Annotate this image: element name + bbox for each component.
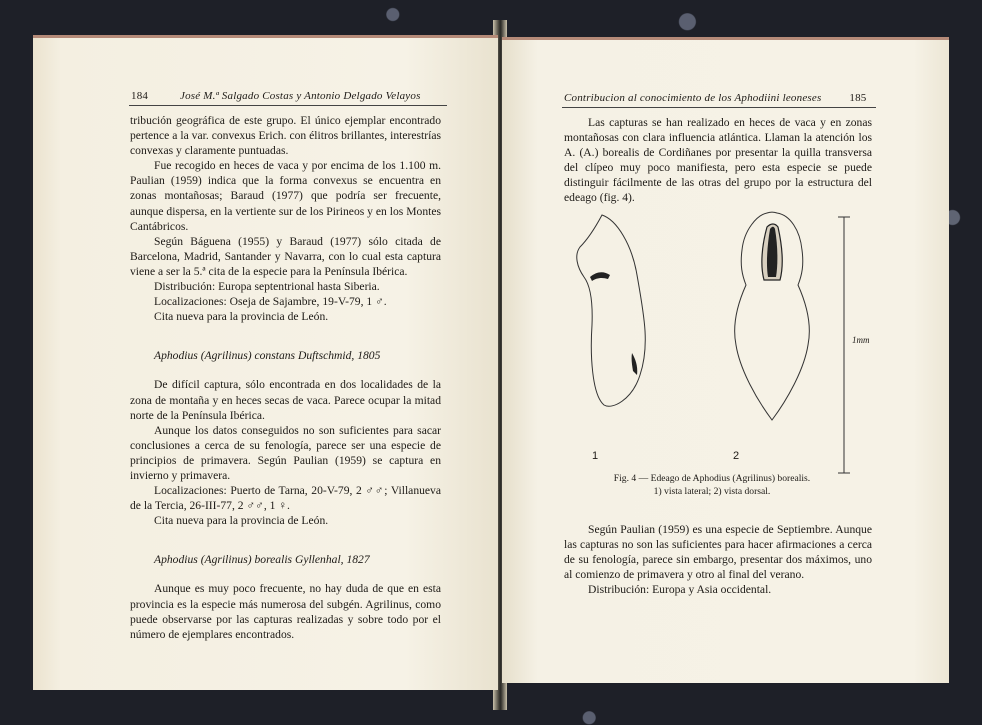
paragraph: Según Báguena (1955) y Baraud (1977) sólo citada de Barcelona, Madrid, Santander y Navarra, con lo cual esta captura viene a ser la 5.ª cita de la especie para la Península Ibérica. — [130, 234, 441, 278]
species-heading: Aphodius (Agrilinus) constans Duftschmid, 1805 — [154, 349, 381, 363]
figure-label-2: 2 — [733, 450, 740, 462]
paragraph: Fue recogido en heces de vaca y por encima de los 1.100 m. Paulian (1959) indica que la forma convexus se encuentra en zonas montañosas; Baraud (1977) que podría ser frecuente, aunque dispersa, en la vertiente sur de los Pirineos y en los Montes Cantábricos. — [130, 159, 441, 233]
paragraph: De difícil captura, sólo encontrada en dos localidades de la zona de montaña y en heces secas de vaca. Parece ocupar la mitad norte de la Península Ibérica. — [130, 378, 441, 422]
paragraph: tribución geográfica de este grupo. El único ejemplar encontrado pertence a la var. convexus Erich. con élitros brillantes, interestrías convexas y claramente puntuadas. — [130, 114, 441, 158]
left-head-rule — [129, 105, 447, 106]
right-page-body-bottom — [564, 522, 872, 597]
paragraph: Distribución: Europa septentrional hasta Siberia. — [154, 280, 380, 294]
caption-line-1: Fig. 4 — Edeago de Aphodius (Agrilinus) borealis. — [613, 473, 811, 484]
right-running-head — [564, 92, 866, 104]
paragraph: Localizaciones: Oseja de Sajambre, 19-V-79, 1 ♂. — [154, 295, 387, 309]
left-running-head — [131, 90, 421, 102]
left-page-number: 184 — [131, 90, 149, 102]
caption-line-2: 1) vista lateral; 2) vista dorsal. — [653, 486, 771, 497]
paragraph: Según Paulian (1959) es una especie de Septiembre. Aunque las capturas no son las suficientes para hacer afirmaciones a cerca de su fenología, parece sin embargo, presentar dos máximos, uno al comienzo de primavera y otro al final del verano. — [564, 523, 872, 582]
paragraph: Cita nueva para la provincia de León. — [154, 310, 329, 324]
right-head-rule — [562, 107, 876, 108]
paragraph: Localizaciones: Puerto de Tarna, 20-V-79, 2 ♂♂; Villanueva de la Tercia, 26-III-77, 2 ♂♂, 1 ♀. — [130, 484, 441, 513]
right-page-body-top — [564, 115, 872, 206]
paragraph: Aunque es muy poco frecuente, no hay duda de que en esta provincia es la especie más numerosa del subgén. Agrilinus, como puede observarse por las capturas realizadas y sobre todo por el número de ejemplares encontrados. — [130, 582, 441, 641]
right-page — [502, 37, 949, 683]
paragraph: Las capturas se han realizado en heces de vaca y en zonas montañosas con clara influencia atlántica. Llaman la atención los A. (A.) borealis de Cordiñanes por presentar la quilla transversa del clípeo muy poco manifiesta, pero esta especie se puede distinguir fácilmente de las otras del grupo por la estructura del edeago (fig. 4). — [564, 116, 872, 205]
paragraph: Cita nueva para la provincia de León. — [154, 514, 329, 528]
figure-caption — [592, 472, 832, 498]
right-page-number: 185 — [849, 92, 867, 104]
paragraph: Distribución: Europa y Asia occidental. — [588, 583, 772, 597]
right-running-head-title: Contribucion al conocimiento de los Aphodiini leoneses — [564, 92, 822, 104]
left-page-body — [130, 113, 441, 642]
species-heading: Aphodius (Agrilinus) borealis Gyllenhal, 1827 — [154, 553, 370, 567]
figure-label-1: 1 — [592, 450, 599, 462]
left-running-head-title: José M.ª Salgado Costas y Antonio Delgado Velayos — [180, 90, 421, 102]
scale-label: 1mm — [852, 335, 870, 345]
left-page — [33, 35, 498, 690]
lateral-view-drawing — [577, 215, 646, 406]
aedeagus-figure — [562, 205, 882, 480]
paragraph: Aunque los datos conseguidos no son suficientes para sacar conclusiones a cerca de su fenología, parece ser una especie de principios de primavera. Según Paulian (1959) se captura en invierno y primavera. — [130, 423, 441, 482]
